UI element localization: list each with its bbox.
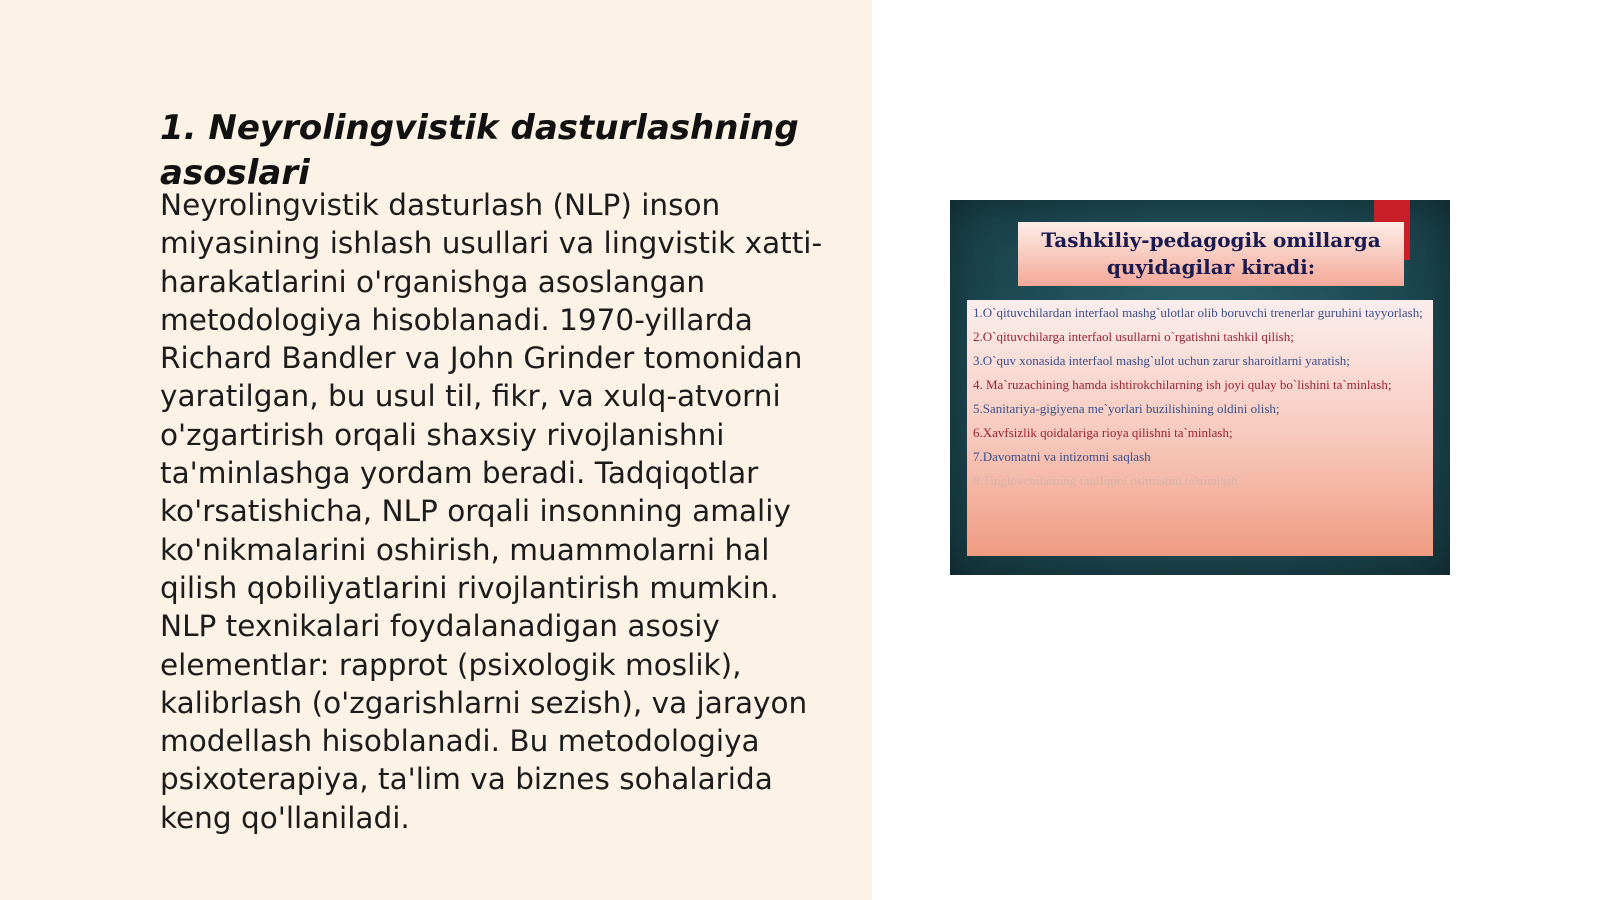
figure-list-item: 8.Tinglovchilarning faolligini oshirishni ta'minlash. <box>973 473 1241 488</box>
figure-title-box <box>1018 222 1404 286</box>
figure-list-item: 1.O`qituvchilardan interfaol mashg`ulotlar olib boruvchi trenerlar guruhini tayyorlash; <box>973 305 1423 320</box>
slide-title: 1. Neyrolingvistik dasturlashning asoslari <box>160 108 799 193</box>
figure-list-box <box>967 300 1433 556</box>
figure-list-item: 5.Sanitariya-gigiyena me`yorlari buzilishining oldini olish; <box>973 401 1280 416</box>
figure-list-item: 4. Ma`ruzachining hamda ishtirokchilarning ish joyi qulay bo`lishini ta`minlash; <box>973 377 1392 392</box>
embedded-slide-image <box>950 200 1450 575</box>
figure-list-item: 3.O`quv xonasida interfaol mashg`ulot uchun zarur sharoitlarni yaratish; <box>973 353 1350 368</box>
figure-title: Tashkiliy-pedagogik omillarga quyidagilar kiradi: <box>1041 228 1381 279</box>
figure-list-item: 2.O`qituvchilarga interfaol usullarni o`rgatishni tashkil qilish; <box>973 329 1294 344</box>
figure-list-item: 6.Xavfsizlik qoidalariga rioya qilishni ta`minlash; <box>973 425 1233 440</box>
slide-body-text: Neyrolingvistik dasturlash (NLP) inson miyasining ishlash usullari va lingvistik xatti-harakatlarini o'rganishga asoslangan metodologiya hisoblanadi. 1970-yillarda Richard Bandler va John Grinder tomonidan yaratilgan, bu usul til, fikr, va xulq-atvorni o'zgartirish orqali shaxsiy rivojlanishni ta'minlashga yordam beradi. Tadqiqotlar ko'rsatishicha, NLP orqali insonning amaliy ko'nikmalarini oshirish, muammolarni hal qilish qobiliyatlarini rivojlantirish mumkin. NLP texnikalari foydalanadigan asosiy elementlar: rapprot (psixologik moslik), kalibrlash (o'zgarishlarni sezish), va jarayon modellash hisoblanadi. Bu metodologiya psixoterapiya, ta'lim va biznes sohalarida keng qo'llaniladi. <box>160 188 823 835</box>
figure-list-item: 7.Davomatni va intizomni saqlash <box>973 449 1151 464</box>
